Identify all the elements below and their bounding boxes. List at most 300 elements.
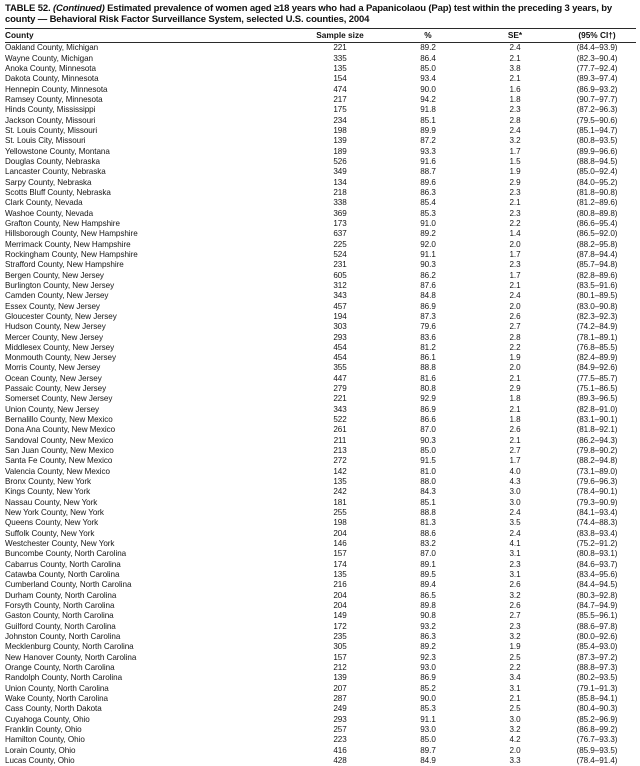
sample-size-cell: 194 <box>333 311 347 321</box>
ci-cell: (83.1–90.1) <box>576 415 618 425</box>
se-cell: 2.8 <box>509 332 521 342</box>
table-row <box>5 601 636 611</box>
percent-cell: 90.8 <box>420 611 436 621</box>
ci-cell: (82.8–91.0) <box>576 404 618 414</box>
ci-cell: (88.6–97.8) <box>576 621 618 631</box>
se-cell: 1.7 <box>509 270 521 280</box>
percent-cell: 89.1 <box>420 559 436 569</box>
ci-cell: (86.9–93.2) <box>576 84 618 94</box>
percent-cell: 86.9 <box>420 673 436 683</box>
county-cell: Johnston County, North Carolina <box>5 632 121 642</box>
ci-cell: (88.8–94.5) <box>576 156 618 166</box>
county-cell: Buncombe County, North Carolina <box>5 549 127 559</box>
percent-cell: 88.7 <box>420 167 436 177</box>
ci-cell: (82.3–90.4) <box>576 53 618 63</box>
table-row <box>5 219 636 229</box>
county-cell: Dakota County, Minnesota <box>5 74 99 84</box>
se-cell: 2.3 <box>509 559 521 569</box>
percent-cell: 89.2 <box>420 642 436 652</box>
sample-size-cell: 142 <box>333 466 347 476</box>
se-cell: 4.0 <box>509 466 521 476</box>
table-row <box>5 322 636 332</box>
table-row <box>5 54 636 64</box>
table-row <box>5 735 636 745</box>
county-cell: Lucas County, Ohio <box>5 755 75 765</box>
se-cell: 2.8 <box>509 115 521 125</box>
county-cell: Rockingham County, New Hampshire <box>5 249 138 259</box>
ci-cell: (73.1–89.0) <box>576 466 618 476</box>
se-cell: 2.7 <box>509 611 521 621</box>
sample-size-cell: 139 <box>333 673 347 683</box>
ci-cell: (80.2–93.5) <box>576 673 618 683</box>
table-row <box>5 653 636 663</box>
ci-cell: (87.8–94.4) <box>576 249 618 259</box>
ci-cell: (80.8–89.8) <box>576 208 618 218</box>
table-row <box>5 188 636 198</box>
se-cell: 3.8 <box>509 63 521 73</box>
county-cell: Somerset County, New Jersey <box>5 394 113 404</box>
percent-cell: 81.6 <box>420 373 436 383</box>
table-row <box>5 374 636 384</box>
county-cell: Nassau County, New York <box>5 497 98 507</box>
county-cell: Cuyahoga County, Ohio <box>5 714 90 724</box>
table-row <box>5 694 636 704</box>
se-cell: 2.1 <box>509 435 521 445</box>
percent-cell: 88.8 <box>420 508 436 518</box>
percent-cell: 90.3 <box>420 260 436 270</box>
sample-size-cell: 231 <box>333 260 347 270</box>
percent-cell: 94.2 <box>420 94 436 104</box>
ci-cell: (89.9–96.6) <box>576 146 618 156</box>
county-cell: Durham County, North Carolina <box>5 590 117 600</box>
se-cell: 2.1 <box>509 198 521 208</box>
se-cell: 2.2 <box>509 218 521 228</box>
ci-cell: (81.8–90.8) <box>576 187 618 197</box>
table-row <box>5 312 636 322</box>
table-row <box>5 684 636 694</box>
ci-cell: (80.8–93.5) <box>576 136 618 146</box>
se-cell: 1.7 <box>509 146 521 156</box>
se-cell: 2.7 <box>509 446 521 456</box>
sample-size-cell: 279 <box>333 384 347 394</box>
table-row <box>5 126 636 136</box>
county-cell: Bronx County, New York <box>5 477 92 487</box>
table-row <box>5 725 636 735</box>
county-cell: Scotts Bluff County, Nebraska <box>5 187 111 197</box>
col-header-sample-size: Sample size <box>296 28 384 43</box>
sample-size-cell: 526 <box>333 156 347 166</box>
se-cell: 2.9 <box>509 177 521 187</box>
percent-cell: 84.3 <box>420 487 436 497</box>
table-row <box>5 663 636 673</box>
sample-size-cell: 198 <box>333 125 347 135</box>
table-row <box>5 529 636 539</box>
table-row <box>5 436 636 446</box>
county-cell: New Hanover County, North Carolina <box>5 652 137 662</box>
percent-cell: 89.8 <box>420 601 436 611</box>
table-row <box>5 74 636 84</box>
sample-size-cell: 355 <box>333 363 347 373</box>
county-cell: Gaston County, North Carolina <box>5 611 114 621</box>
ci-cell: (80.4–90.3) <box>576 704 618 714</box>
sample-size-cell: 447 <box>333 373 347 383</box>
county-cell: Clark County, Nevada <box>5 198 83 208</box>
county-cell: Franklin County, Ohio <box>5 724 82 734</box>
sample-size-cell: 522 <box>333 415 347 425</box>
percent-cell: 81.3 <box>420 518 436 528</box>
table-row <box>5 95 636 105</box>
sample-size-cell: 173 <box>333 218 347 228</box>
table-row <box>5 209 636 219</box>
ci-cell: (78.4–90.1) <box>576 487 618 497</box>
percent-cell: 80.8 <box>420 384 436 394</box>
sample-size-cell: 154 <box>333 74 347 84</box>
ci-cell: (85.9–93.5) <box>576 745 618 755</box>
ci-cell: (80.8–93.1) <box>576 549 618 559</box>
ci-cell: (85.7–94.8) <box>576 260 618 270</box>
sample-size-cell: 369 <box>333 208 347 218</box>
table-row <box>5 167 636 177</box>
percent-cell: 93.4 <box>420 74 436 84</box>
ci-cell: (79.3–90.9) <box>576 497 618 507</box>
table-row <box>5 467 636 477</box>
se-cell: 3.3 <box>509 755 521 765</box>
county-cell: Lancaster County, Nebraska <box>5 167 106 177</box>
ci-cell: (75.1–86.5) <box>576 384 618 394</box>
ci-cell: (87.3–97.2) <box>576 652 618 662</box>
sample-size-cell: 428 <box>333 755 347 765</box>
county-cell: Ramsey County, Minnesota <box>5 94 103 104</box>
county-cell: Middlesex County, New Jersey <box>5 342 115 352</box>
sample-size-cell: 175 <box>333 105 347 115</box>
ci-cell: (85.2–96.9) <box>576 714 618 724</box>
table-row <box>5 394 636 404</box>
ci-cell: (89.3–97.4) <box>576 74 618 84</box>
ci-cell: (81.2–89.6) <box>576 198 618 208</box>
ci-cell: (88.2–94.8) <box>576 456 618 466</box>
percent-cell: 86.9 <box>420 404 436 414</box>
ci-cell: (76.8–85.5) <box>576 342 618 352</box>
se-cell: 3.4 <box>509 673 521 683</box>
se-cell: 2.3 <box>509 621 521 631</box>
se-cell: 3.0 <box>509 714 521 724</box>
sample-size-cell: 198 <box>333 518 347 528</box>
sample-size-cell: 255 <box>333 508 347 518</box>
percent-cell: 88.6 <box>420 528 436 538</box>
table-header-row <box>5 28 636 43</box>
percent-cell: 81.2 <box>420 342 436 352</box>
percent-cell: 83.6 <box>420 332 436 342</box>
prevalence-table <box>5 28 636 766</box>
percent-cell: 85.0 <box>420 63 436 73</box>
se-cell: 1.7 <box>509 456 521 466</box>
table-row <box>5 756 636 766</box>
county-cell: Morris County, New Jersey <box>5 363 101 373</box>
table-row <box>5 64 636 74</box>
table-row <box>5 508 636 518</box>
county-cell: St. Louis City, Missouri <box>5 136 86 146</box>
county-cell: Essex County, New Jersey <box>5 301 100 311</box>
se-cell: 2.0 <box>509 301 521 311</box>
ci-cell: (79.6–96.3) <box>576 477 618 487</box>
sample-size-cell: 242 <box>333 487 347 497</box>
percent-cell: 85.0 <box>420 446 436 456</box>
percent-cell: 89.4 <box>420 580 436 590</box>
table-row <box>5 415 636 425</box>
county-cell: Wayne County, Michigan <box>5 53 93 63</box>
se-cell: 3.1 <box>509 570 521 580</box>
sample-size-cell: 305 <box>333 642 347 652</box>
se-cell: 3.1 <box>509 549 521 559</box>
sample-size-cell: 157 <box>333 652 347 662</box>
se-cell: 2.1 <box>509 53 521 63</box>
percent-cell: 85.3 <box>420 704 436 714</box>
table-row <box>5 147 636 157</box>
table-row <box>5 560 636 570</box>
county-cell: Lorain County, Ohio <box>5 745 76 755</box>
ci-cell: (81.8–92.1) <box>576 425 618 435</box>
percent-cell: 81.0 <box>420 466 436 476</box>
sample-size-cell: 181 <box>333 497 347 507</box>
table-row <box>5 85 636 95</box>
county-cell: Mercer County, New Jersey <box>5 332 104 342</box>
table-row <box>5 343 636 353</box>
percent-cell: 87.3 <box>420 311 436 321</box>
ci-cell: (74.2–84.9) <box>576 322 618 332</box>
percent-cell: 85.2 <box>420 683 436 693</box>
table-row <box>5 591 636 601</box>
se-cell: 1.7 <box>509 249 521 259</box>
county-cell: Queens County, New York <box>5 518 99 528</box>
county-cell: Randolph County, North Carolina <box>5 673 123 683</box>
sample-size-cell: 221 <box>333 394 347 404</box>
se-cell: 2.1 <box>509 693 521 703</box>
county-cell: Monmouth County, New Jersey <box>5 353 116 363</box>
table-row <box>5 302 636 312</box>
table-title-continued: (Continued) <box>52 3 105 14</box>
county-cell: Sandoval County, New Mexico <box>5 435 114 445</box>
table-row <box>5 229 636 239</box>
sample-size-cell: 139 <box>333 136 347 146</box>
percent-cell: 86.4 <box>420 53 436 63</box>
sample-size-cell: 221 <box>333 43 347 53</box>
ci-cell: (82.4–89.9) <box>576 353 618 363</box>
se-cell: 2.4 <box>509 43 521 53</box>
percent-cell: 93.0 <box>420 663 436 672</box>
county-cell: Washoe County, Nevada <box>5 208 94 218</box>
county-cell: Guilford County, North Carolina <box>5 621 116 631</box>
se-cell: 1.8 <box>509 415 521 425</box>
se-cell: 3.1 <box>509 683 521 693</box>
sample-size-cell: 249 <box>333 704 347 714</box>
percent-cell: 92.9 <box>420 394 436 404</box>
county-cell: Bergen County, New Jersey <box>5 270 104 280</box>
county-cell: Mecklenburg County, North Carolina <box>5 642 134 652</box>
percent-cell: 90.0 <box>420 84 436 94</box>
se-cell: 1.5 <box>509 156 521 166</box>
table-row <box>5 570 636 580</box>
percent-cell: 86.3 <box>420 632 436 642</box>
percent-cell: 92.3 <box>420 652 436 662</box>
se-cell: 1.4 <box>509 229 521 239</box>
ci-cell: (84.1–93.4) <box>576 508 618 518</box>
sample-size-cell: 312 <box>333 280 347 290</box>
sample-size-cell: 524 <box>333 249 347 259</box>
ci-cell: (88.8–97.3) <box>576 663 618 672</box>
percent-cell: 85.3 <box>420 208 436 218</box>
col-header-ci: (95% CI†) <box>558 28 636 43</box>
se-cell: 2.1 <box>509 74 521 84</box>
ci-cell: (84.9–92.6) <box>576 363 618 373</box>
sample-size-cell: 261 <box>333 425 347 435</box>
percent-cell: 83.2 <box>420 539 436 549</box>
table-row <box>5 746 636 756</box>
sample-size-cell: 174 <box>333 559 347 569</box>
table-row <box>5 353 636 363</box>
percent-cell: 85.1 <box>420 497 436 507</box>
percent-cell: 90.0 <box>420 693 436 703</box>
percent-cell: 86.9 <box>420 301 436 311</box>
county-cell: Burlington County, New Jersey <box>5 280 115 290</box>
table-row <box>5 384 636 394</box>
sample-size-cell: 457 <box>333 301 347 311</box>
col-header-county: County <box>5 28 296 43</box>
county-cell: Hamilton County, Ohio <box>5 735 85 745</box>
ci-cell: (84.7–94.9) <box>576 601 618 611</box>
percent-cell: 89.9 <box>420 125 436 135</box>
se-cell: 3.2 <box>509 136 521 146</box>
se-cell: 2.6 <box>509 601 521 611</box>
county-cell: Oakland County, Michigan <box>5 43 99 53</box>
se-cell: 2.6 <box>509 580 521 590</box>
table-row <box>5 456 636 466</box>
county-cell: Hinds County, Mississippi <box>5 105 96 115</box>
ci-cell: (83.0–90.8) <box>576 301 618 311</box>
sample-size-cell: 605 <box>333 270 347 280</box>
table-row <box>5 363 636 373</box>
county-cell: Forsyth County, North Carolina <box>5 601 115 611</box>
col-header-se: SE* <box>472 28 558 43</box>
se-cell: 2.4 <box>509 528 521 538</box>
percent-cell: 89.2 <box>420 43 436 53</box>
se-cell: 1.9 <box>509 642 521 652</box>
percent-cell: 91.1 <box>420 714 436 724</box>
county-cell: Grafton County, New Hampshire <box>5 218 120 228</box>
ci-cell: (80.1–89.5) <box>576 291 618 301</box>
se-cell: 3.5 <box>509 518 521 528</box>
sample-size-cell: 204 <box>333 528 347 538</box>
ci-cell: (78.1–89.1) <box>576 332 618 342</box>
county-cell: Westchester County, New York <box>5 539 115 549</box>
table-row <box>5 281 636 291</box>
percent-cell: 89.2 <box>420 229 436 239</box>
sample-size-cell: 235 <box>333 632 347 642</box>
percent-cell: 86.3 <box>420 187 436 197</box>
se-cell: 2.2 <box>509 342 521 352</box>
percent-cell: 88.8 <box>420 363 436 373</box>
percent-cell: 91.6 <box>420 156 436 166</box>
se-cell: 2.4 <box>509 125 521 135</box>
percent-cell: 88.0 <box>420 477 436 487</box>
se-cell: 3.2 <box>509 590 521 600</box>
sample-size-cell: 287 <box>333 693 347 703</box>
county-cell: Suffolk County, New York <box>5 528 95 538</box>
ci-cell: (90.7–97.7) <box>576 94 618 104</box>
table-row <box>5 178 636 188</box>
ci-cell: (76.7–93.3) <box>576 735 618 745</box>
percent-cell: 86.1 <box>420 353 436 363</box>
se-cell: 2.6 <box>509 311 521 321</box>
ci-cell: (77.5–85.7) <box>576 373 618 383</box>
se-cell: 1.6 <box>509 84 521 94</box>
table-row <box>5 446 636 456</box>
percent-cell: 87.0 <box>420 549 436 559</box>
county-cell: Yellowstone County, Montana <box>5 146 110 156</box>
se-cell: 2.4 <box>509 291 521 301</box>
ci-cell: (78.4–91.4) <box>576 755 618 765</box>
se-cell: 3.0 <box>509 487 521 497</box>
county-cell: Union County, North Carolina <box>5 683 109 693</box>
se-cell: 2.9 <box>509 384 521 394</box>
sample-size-cell: 225 <box>333 239 347 249</box>
se-cell: 2.1 <box>509 373 521 383</box>
se-cell: 2.5 <box>509 704 521 714</box>
ci-cell: (87.2–96.3) <box>576 105 618 115</box>
ci-cell: (85.0–92.4) <box>576 167 618 177</box>
percent-cell: 93.0 <box>420 724 436 734</box>
county-cell: Hudson County, New Jersey <box>5 322 106 332</box>
se-cell: 1.8 <box>509 94 521 104</box>
county-cell: Bernalillo County, New Mexico <box>5 415 113 425</box>
table-row <box>5 105 636 115</box>
se-cell: 3.2 <box>509 724 521 734</box>
percent-cell: 93.2 <box>420 621 436 631</box>
percent-cell: 90.3 <box>420 435 436 445</box>
county-cell: Cass County, North Dakota <box>5 704 102 714</box>
se-cell: 1.9 <box>509 353 521 363</box>
county-cell: Catawba County, North Carolina <box>5 570 120 580</box>
table-body <box>5 43 636 766</box>
sample-size-cell: 217 <box>333 94 347 104</box>
se-cell: 2.3 <box>509 105 521 115</box>
sample-size-cell: 207 <box>333 683 347 693</box>
table-title-prefix: TABLE 52. <box>5 3 51 14</box>
county-cell: Gloucester County, New Jersey <box>5 311 117 321</box>
sample-size-cell: 454 <box>333 353 347 363</box>
county-cell: Sarpy County, Nebraska <box>5 177 92 187</box>
county-cell: Cabarrus County, North Carolina <box>5 559 121 569</box>
percent-cell: 91.5 <box>420 456 436 466</box>
percent-cell: 92.0 <box>420 239 436 249</box>
table-row <box>5 116 636 126</box>
ci-cell: (79.8–90.2) <box>576 446 618 456</box>
county-cell: Union County, New Jersey <box>5 404 100 414</box>
se-cell: 1.9 <box>509 167 521 177</box>
ci-cell: (89.3–96.5) <box>576 394 618 404</box>
percent-cell: 85.0 <box>420 735 436 745</box>
percent-cell: 89.7 <box>420 745 436 755</box>
percent-cell: 87.2 <box>420 136 436 146</box>
ci-cell: (74.4–88.3) <box>576 518 618 528</box>
sample-size-cell: 135 <box>333 477 347 487</box>
sample-size-cell: 135 <box>333 63 347 73</box>
se-cell: 2.1 <box>509 404 521 414</box>
percent-cell: 85.4 <box>420 198 436 208</box>
percent-cell: 85.1 <box>420 115 436 125</box>
ci-cell: (80.3–92.8) <box>576 590 618 600</box>
se-cell: 4.1 <box>509 539 521 549</box>
county-cell: St. Louis County, Missouri <box>5 125 98 135</box>
